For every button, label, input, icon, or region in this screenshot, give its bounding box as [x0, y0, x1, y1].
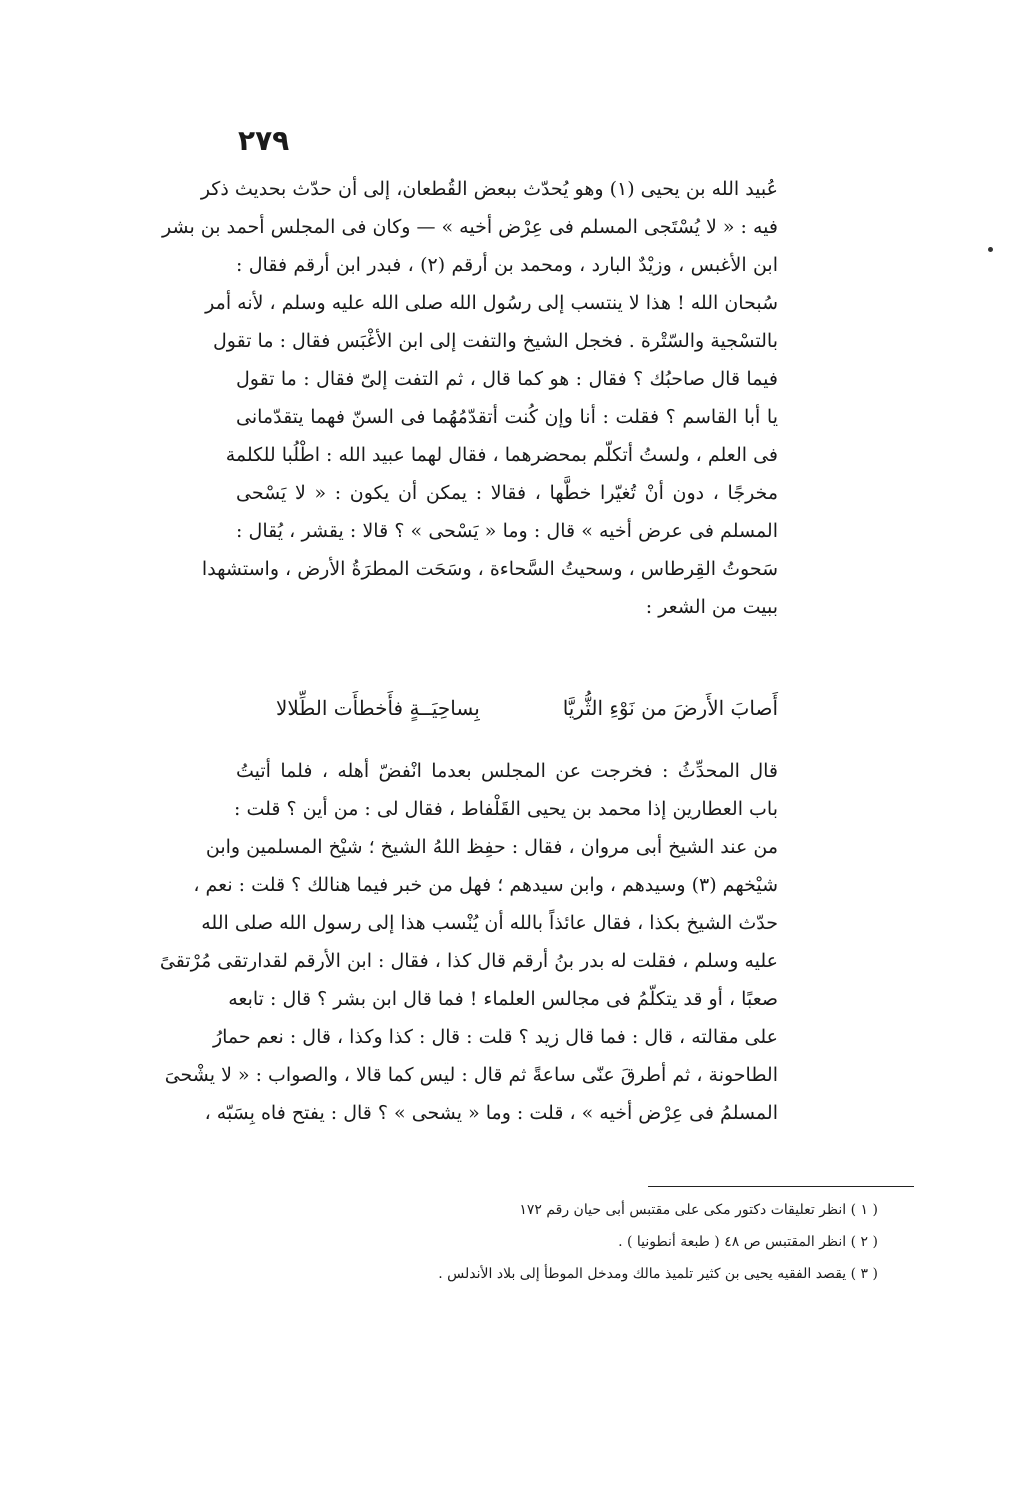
footnotes — [330, 1194, 878, 1290]
text-line: الطاحونة ، ثم أطرقَ عنّى ساعةً ثم قال : ليس كما قالا ، والصواب : « لا يشْحىَ — [164, 1064, 778, 1086]
text-line: سَحوتُ القِرطاس ، وسحيتُ السَّحاءة ، وسَحَت المطرَةُ الأرض ، واستشهدا — [201, 558, 778, 580]
text-line: المسلم فى عرض أخيه » قال : وما « يَسْحى » ؟ قالا : يقشر ، يُقال : — [236, 520, 778, 542]
text-line: مخرجًا ، دون أنْ تُغيّرا خطَّها ، فقالا : يمكن أن يكون : « لا يَسْحى — [236, 482, 778, 504]
poetry-verse — [236, 688, 778, 728]
verse-second-hemistich: بِساحِيَــةٍ فأَخطأَت الطِّلالا — [276, 696, 480, 720]
text-line: على مقالته ، قال : فما قال زيد ؟ قلت : قال : كذا وكذا ، قال : نعم حمارُ — [212, 1026, 778, 1048]
verse-first-hemistich: أَصابَ الأَرضَ من نَوْءِ الثُّريَّا — [562, 696, 778, 720]
text-line: باب العطارين إذا محمد بن يحيى القَلْفاط ، فقال لى : من أين ؟ قلت : — [234, 798, 778, 820]
page-number: ٢٧٩ — [238, 124, 290, 157]
footnote-3: ( ٣ ) يقصد الفقيه يحيى بن كثير تلميذ مالك ومدخل الموطأ إلى بلاد الأندلس . — [438, 1266, 878, 1282]
text-line: عُبيد الله بن يحيى (١) وهو يُحدّث ببعض القُطعان، إلى أن حدّث بحديث ذكر — [200, 178, 778, 200]
text-line: عليه وسلم ، فقلت له بدر بنُ أرقم قال كذا ، فقال : ابن الأرقم لقدارتقى مُرْتقىً — [159, 950, 778, 972]
text-line: شيْخهم (٣) وسيدهم ، وابن سيدهم ؛ فهل من خبر فيما هنالك ؟ قلت : نعم ، — [193, 874, 778, 896]
text-line: فيما قال صاحبُك ؟ فقال : هو كما قال ، ثم التفت إلىّ فقال : ما تقول — [236, 368, 778, 390]
footnote-1: ( ١ ) انظر تعليقات دكتور مكى على مقتبس أبى حيان رقم ١٧٢ — [519, 1202, 878, 1218]
text-line: حدّث الشيخ بكذا ، فقال عائذاً بالله أن يُنْسب هذا إلى رسول الله صلى الله — [201, 912, 778, 934]
paragraph-1 — [162, 170, 778, 626]
text-line: يا أبا القاسم ؟ فقلت : أنا وإن كُنت أتقدّمُهُما فى السنّ فهما يتقدّمانى — [236, 406, 778, 428]
text-line: صعبًا ، أو قد يتكلّمُ فى مجالس العلماء ! فما قال ابن بشر ؟ قال : تابعه — [228, 988, 778, 1010]
footnote-divider — [648, 1186, 914, 1187]
paragraph-2 — [159, 752, 778, 1132]
text-line: ببيت من الشعر : — [645, 596, 778, 618]
ink-dot — [988, 247, 993, 252]
text-line: سُبحان الله ! هذا لا ينتسب إلى رسُول الله صلى الله عليه وسلم ، لأنه أمر — [205, 292, 778, 314]
text-line: ابن الأغبس ، وزيْدٌ البارد ، ومحمد بن أرقم (٢) ، فبدر ابن أرقم فقال : — [236, 254, 778, 276]
text-line: قال المحدِّثُ : فخرجت عن المجلس بعدما انْفضّ أهله ، فلما أتيتُ — [236, 760, 778, 782]
text-line: المسلمُ فى عِرْض أخيه » ، قلت : وما « يشحى » ؟ قال : يفتح فاه بِسَبّه ، — [204, 1102, 778, 1124]
text-line: من عند الشيخ أبى مروان ، فقال : حفِظ اللهُ الشيخ ؛ شيْخ المسلمين وابن — [205, 836, 778, 858]
footnote-2: ( ٢ ) انظر المقتبس ص ٤٨ ( طبعة أنطونيا ) . — [618, 1234, 878, 1250]
text-line: فى العلم ، ولستُ أتكلّم بمحضرهما ، فقال لهما عبيد الله : اطْلُبا للكلمة — [225, 444, 778, 466]
text-line: بالتسْجية والسّتْرة . فخجل الشيخ والتفت إلى ابن الأغْبَس فقال : ما تقول — [213, 330, 778, 352]
text-line: فيه : « لا يُسْتَجى المسلم فى عِرْض أخيه » — وكان فى المجلس أحمد بن بشر — [162, 216, 778, 238]
